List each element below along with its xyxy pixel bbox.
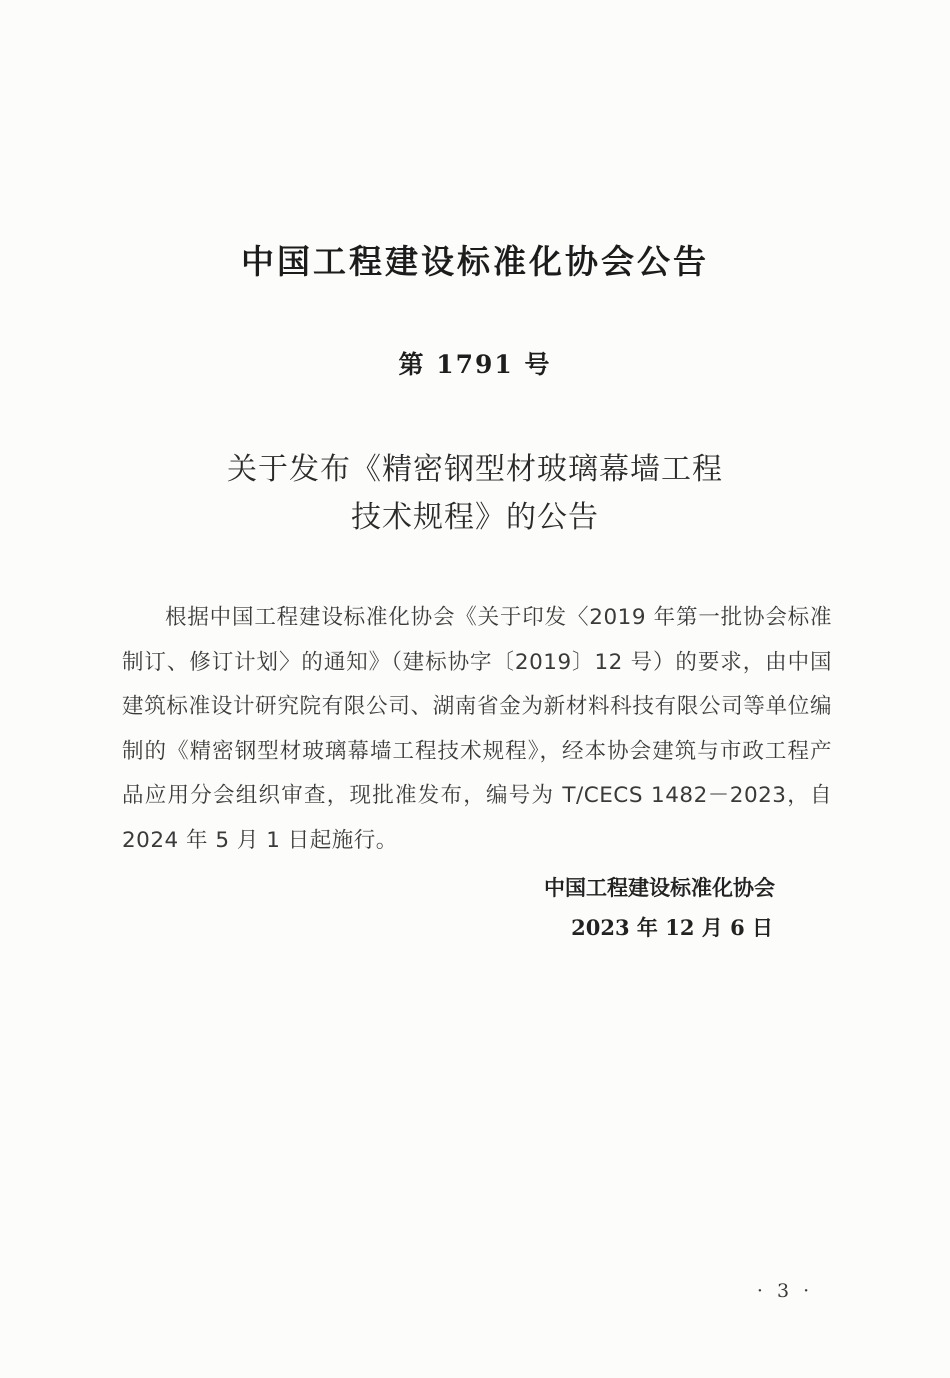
signature-date: 2023 年 12 月 6 日 xyxy=(571,915,773,940)
page-number: · 3 · xyxy=(756,1280,814,1302)
subject-line-1: 关于发布《精密钢型材玻璃幕墙工程 xyxy=(227,452,723,487)
subject-line-2: 技术规程》的公告 xyxy=(351,500,599,535)
announcement-body: 根据中国工程建设标准化协会《关于印发〈2019 年第一批协会标准制订、修订计划〉的通知》（建标协字〔2019〕12 号）的要求，由中国建筑标准设计研究院有限公司、湖南省金为新材料科技有限公司等单位编制的《精密钢型材玻璃幕墙工程技术规程》，经本协会建筑与市政工程产品应用分会组织审查，现批准发布，编号为 T/CECS 1482－2023，自 2024 年 5 月 1 日起施行。 xyxy=(122,605,832,853)
announcement-header-title: 中国工程建设标准化协会公告 xyxy=(241,242,709,281)
signature-block xyxy=(544,868,775,948)
signature-organization: 中国工程建设标准化协会 xyxy=(544,876,775,900)
announcement-number: 第 1791 号 xyxy=(398,350,552,379)
announcement-subject xyxy=(0,446,950,542)
